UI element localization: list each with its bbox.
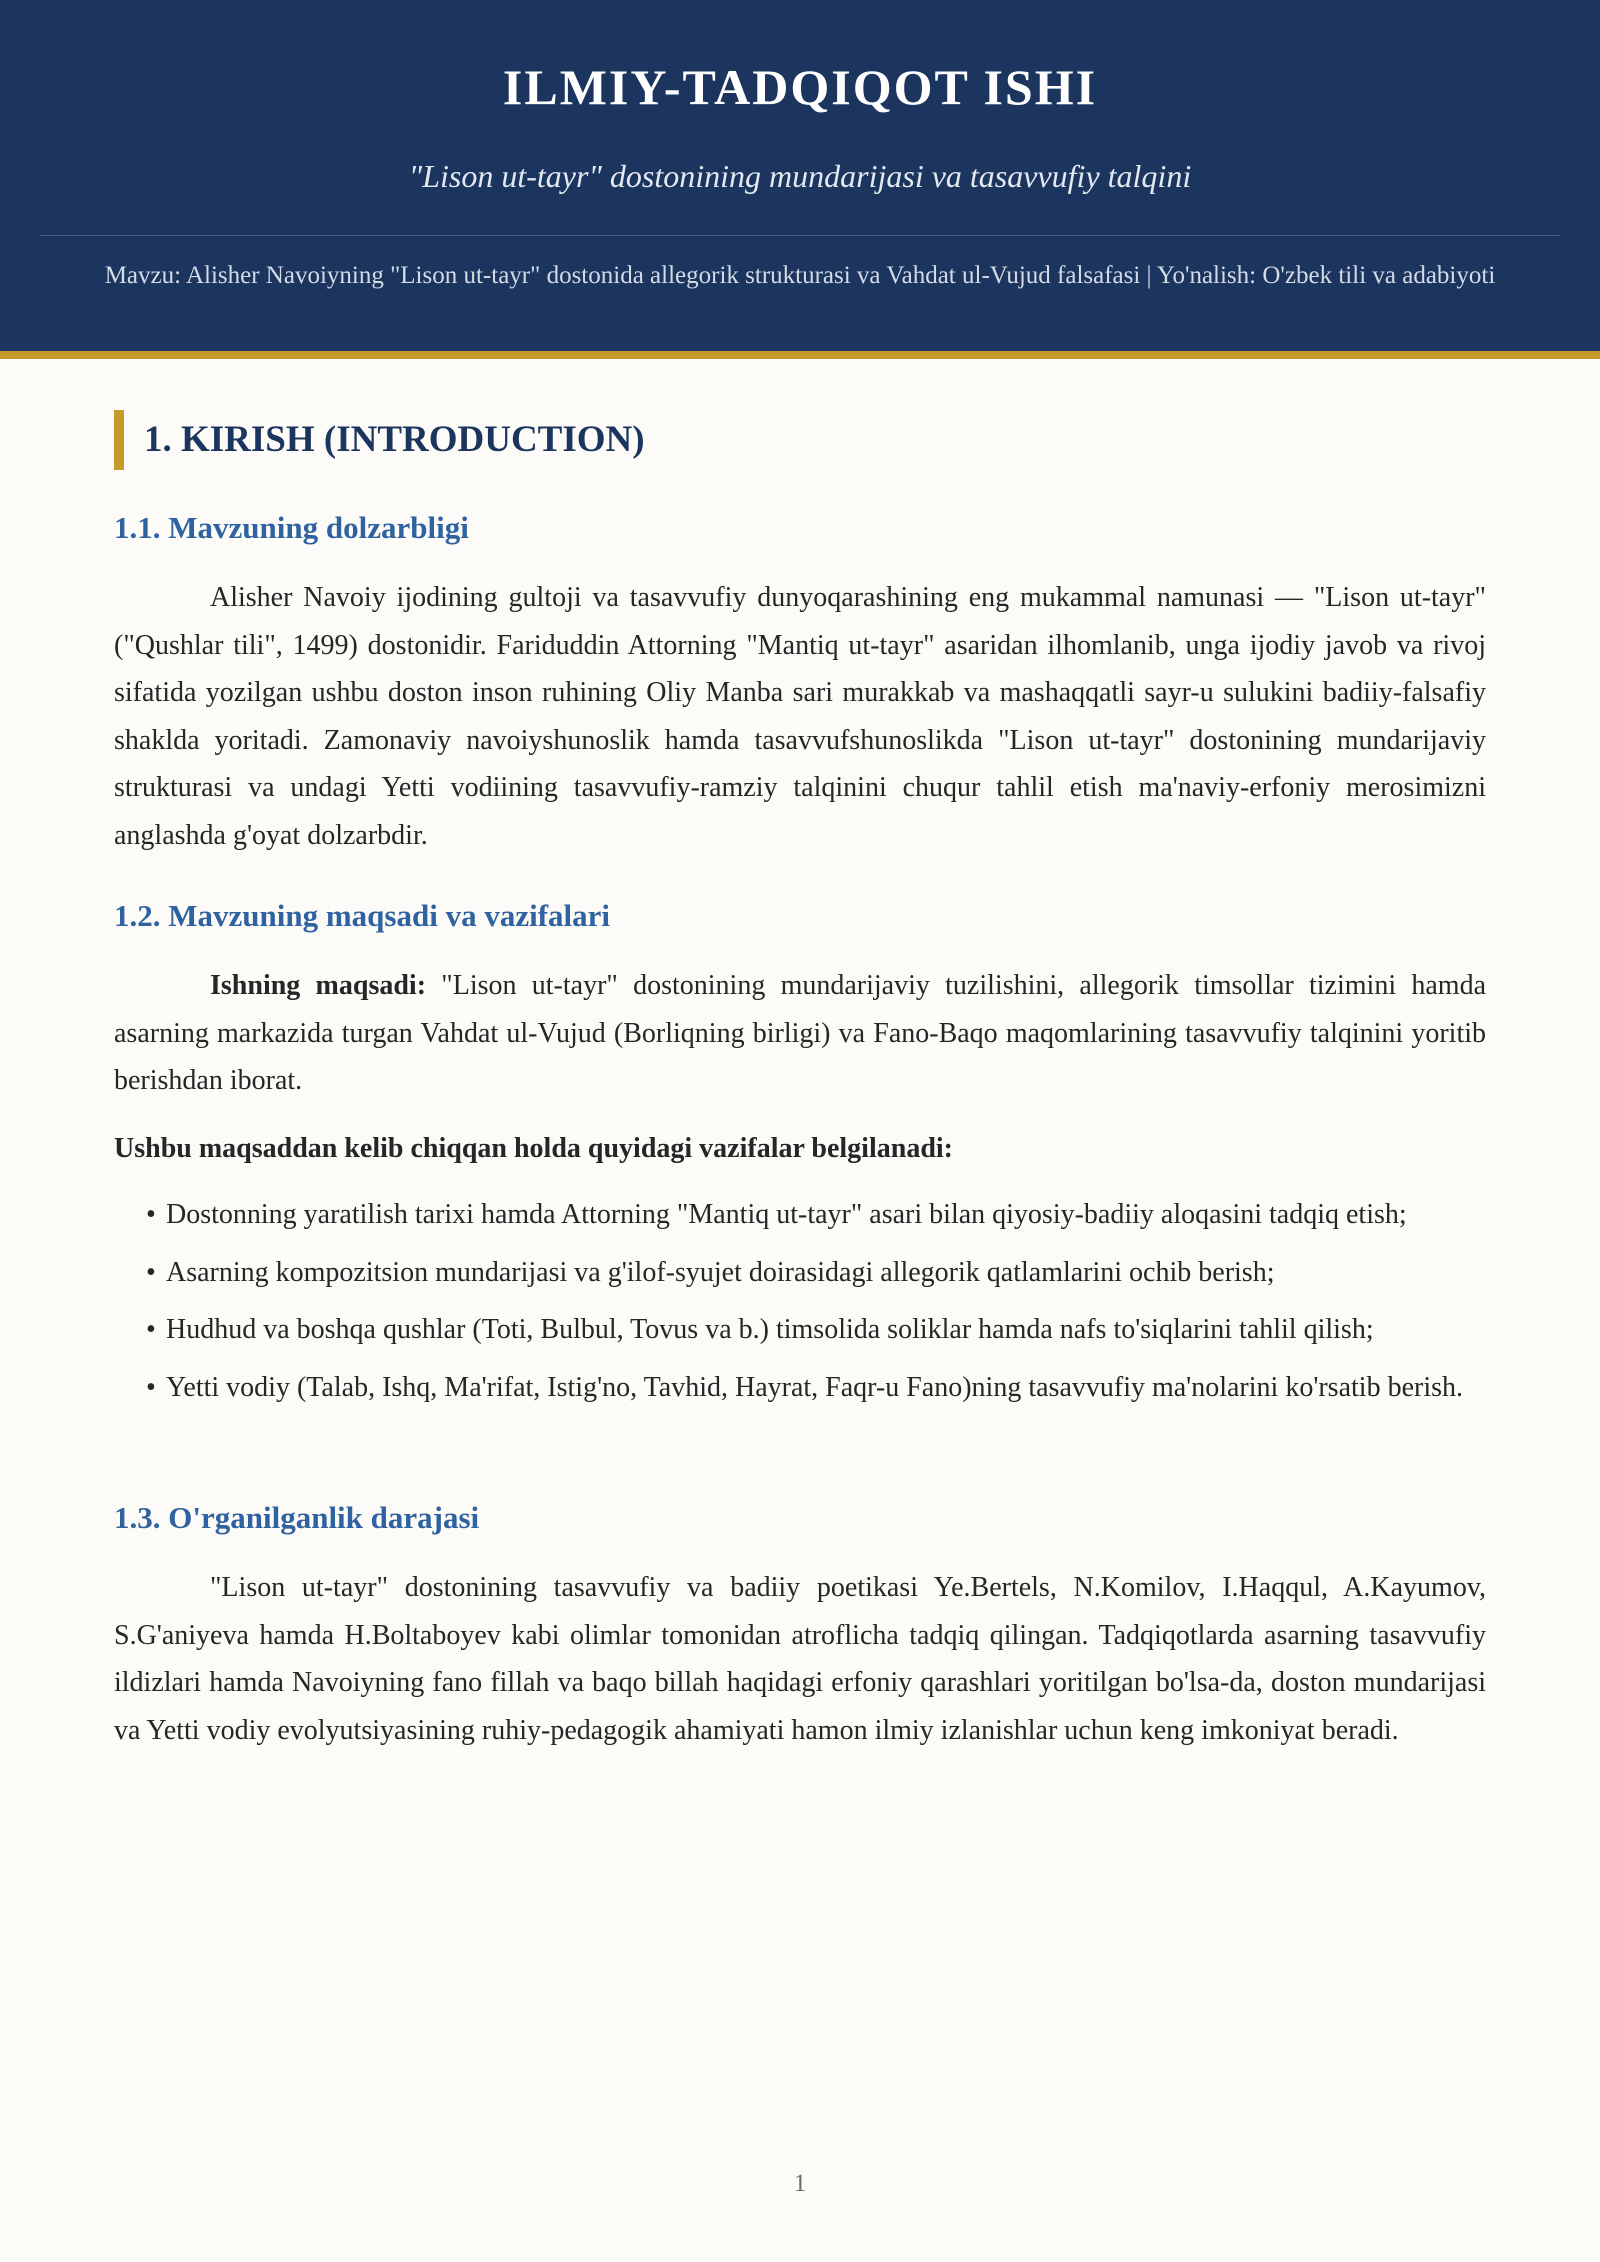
tasks-intro: Ushbu maqsaddan kelib chiqqan holda quyidagi vazifalar belgilanadi: xyxy=(114,1133,953,1164)
goal-label: Ishning maqsadi: xyxy=(210,970,427,1001)
header-divider xyxy=(40,235,1560,236)
paragraph-relevance: Alisher Navoiy ijodining gultoji va tasavvufiy dunyoqarashining eng mukammal namunasi — "Lison ut-tayr" ("Qushlar tili", 1499) dostonidir. Fariduddin Attorning "Mantiq ut-tayr" asaridan ilhomlanib, unga ijodiy javob va rivoj sifatida yozilgan ushbu doston inson ruhining Oliy Manba sari murakkab va mashaqqatli sayr-u sulukini badiiy-falsafiy shaklda yoritadi. Zamonaviy navoiyshunoslik hamda tasavvufshunoslikda "Lison ut-tayr" dostonining mundarijaviy strukturasi va undagi Yetti vodiining tasavvufiy-ramziy talqinini chuqur tahlil etish ma'naviy-erfoniy merosimizni anglashda g'oyat dolzarbdir. xyxy=(114,582,1486,851)
tasks-list xyxy=(146,1191,1486,1421)
list-item: • Asarning kompozitsion mundarijasi va g'ilof-syujet doirasidagi allegorik qatlamlarini ochib berish; xyxy=(146,1249,1486,1297)
list-item: • Hudhud va boshqa qushlar (Toti, Bulbul, Tovus va b.) timsolida soliklar hamda nafs to'siqlarini tahlil qilish; xyxy=(146,1306,1486,1354)
list-item: • Yetti vodiy (Talab, Ishq, Ma'rifat, Istig'no, Tavhid, Hayrat, Faqr-u Fano)ning tasavvufiy ma'nolarini ko'rsatib berish. xyxy=(146,1364,1486,1412)
list-item: • Dostonning yaratilish tarixi hamda Attorning "Mantiq ut-tayr" asari bilan qiyosiy-badiiy aloqasini tadqiq etish; xyxy=(146,1191,1486,1239)
page-number: 1 xyxy=(793,2170,807,2197)
subsection-heading-relevance: 1.1. Mavzuning dolzarbligi xyxy=(114,510,469,545)
paragraph-research-level: "Lison ut-tayr" dostonining tasavvufiy va badiiy poetikasi Ye.Bertels, N.Komilov, I.Haqqul, A.Kayumov, S.G'aniyeva hamda H.Boltaboyev kabi olimlar tomonidan atroflicha tadqiq qilingan. Tadqiqotlarda asarning tasavvufiy ildizlari hamda Navoiyning fano fillah va baqo billah haqidagi erfoniy qarashlari yoritilgan bo'lsa-da, doston mundarijasi va Yetti vodiy evolyutsiyasining ruhiy-pedagogik ahamiyati hamon ilmiy izlanishlar uchun keng imkoniyat beradi. xyxy=(114,1572,1486,1746)
subsection-heading-research-level: 1.3. O'rganilganlik darajasi xyxy=(114,1500,480,1535)
subsection-heading-goals: 1.2. Mavzuning maqsadi va vazifalari xyxy=(114,898,611,933)
document-subtitle: "Lison ut-tayr" dostonining mundarijasi va tasavvufiy talqini xyxy=(408,158,1192,194)
document-title: ILMIY-TADQIQOT ISHI xyxy=(502,59,1098,115)
goal-text: "Lison ut-tayr" dostonining mundarijaviy tuzilishini, allegorik timsollar tizimini hamda asarning markazida turgan Vahdat ul-Vujud (Borliqning birligi) va Fano-Baqo maqomlarining tasavvufiy talqinini yoritib berishdan iborat. xyxy=(114,970,1486,1096)
section-heading-introduction: 1. KIRISH (INTRODUCTION) xyxy=(114,410,645,470)
document-header xyxy=(0,0,1600,359)
document-meta: Mavzu: Alisher Navoiyning "Lison ut-tayr" dostonida allegorik strukturasi va Vahdat ul-Vujud falsafasi | Yo'nalish: O'zbek tili va adabiyoti xyxy=(104,262,1496,289)
paragraph-goal xyxy=(114,962,1486,1105)
